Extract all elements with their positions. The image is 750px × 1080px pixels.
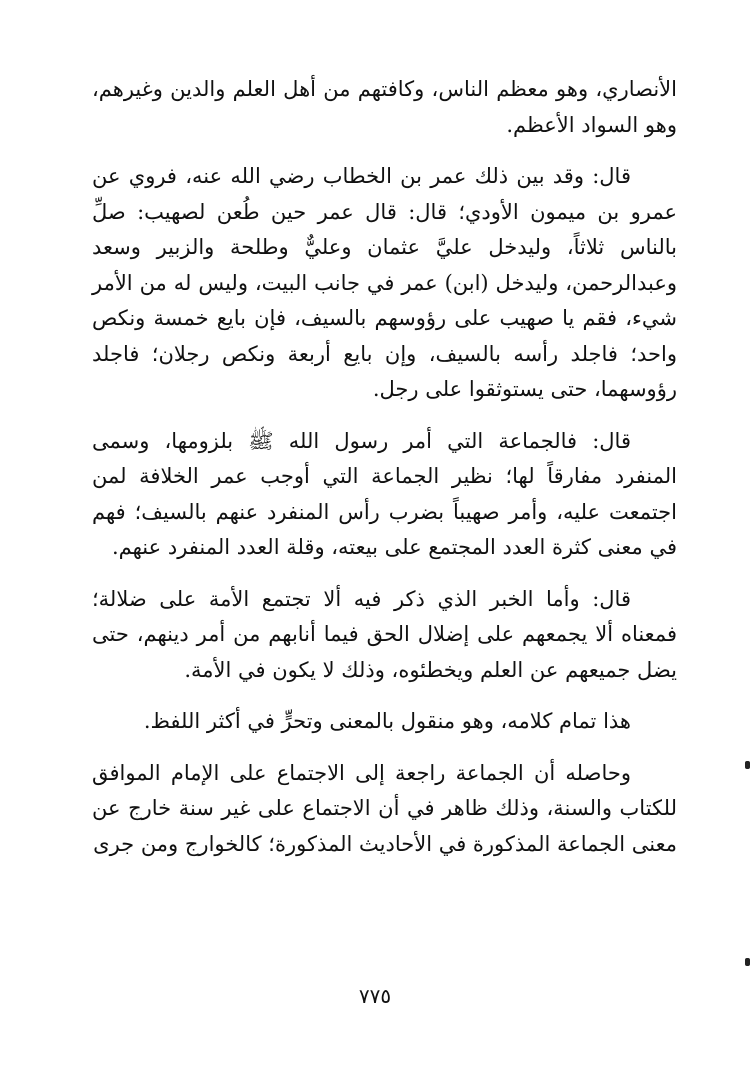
paragraph-summary: وحاصله أن الجماعة راجعة إلى الاجتماع على الإمام الموافق للكتاب والسنة، وذلك ظاهر في أن الاجتماع على غير سنة خارج عن معنى الجماعة المذكورة في الأحاديث المذكورة؛ كالخوارج ومن جرى bbox=[92, 760, 677, 856]
paragraph-continuation: الأنصاري، وهو معظم الناس، وكافتهم من أهل العلم والدين وغيرهم، وهو السواد الأعظم. bbox=[92, 77, 677, 137]
page-number: ٧٧٥ bbox=[358, 984, 392, 1008]
paragraph-jamaah-meaning: قال: فالجماعة التي أمر رسول الله ﷺ بلزومها، وسمى المنفرد مفارقاً لها؛ نظير الجماعة التي أوجب عمر الخلافة لمن اجتمعت عليه، وأمر صهيباً بضرب رأس المنفرد عنهم بالسيف؛ فهم في معنى كثرة العدد المجتمع على بيعته، وقلة العدد المنفرد عنهم. bbox=[92, 428, 677, 559]
paragraph-dalalah-hadith: قال: وأما الخبر الذي ذكر فيه ألا تجتمع الأمة على ضلالة؛ فمعناه ألا يجمعهم على إضلال الحق فيما أنابهم من أمر دينهم، حتى يضل جميعهم عن العلم ويخطئوه، وذلك لا يكون في الأمة. bbox=[92, 586, 677, 682]
scan-edge-mark bbox=[745, 958, 750, 966]
paragraph-end-of-quote: هذا تمام كلامه، وهو منقول بالمعنى وتحرٍّ في أكثر اللفظ. bbox=[143, 709, 631, 733]
scan-edge-mark bbox=[745, 761, 750, 769]
paragraph-umar-hadith: قال: وقد بين ذلك عمر بن الخطاب رضي الله عنه، فروي عن عمرو بن ميمون الأودي؛ قال: قال عمر حين طُعن لصهيب: صلِّ بالناس ثلاثاً، وليدخل عليَّ عثمان وعليٌّ وطلحة والزبير وسعد وعبدالرحمن، وليدخل (ابن) عمر في جانب البيت، وليس له من الأمر شيء، فقم يا صهيب على رؤوسهم بالسيف، فإن بايع خمسة ونكص واحد؛ فاجلد رأسه بالسيف، وإن بايع أربعة ونكص رجلان؛ فاجلد رؤوسهما، حتى يستوثقوا على رجل. bbox=[92, 164, 677, 401]
page-body bbox=[92, 72, 677, 862]
